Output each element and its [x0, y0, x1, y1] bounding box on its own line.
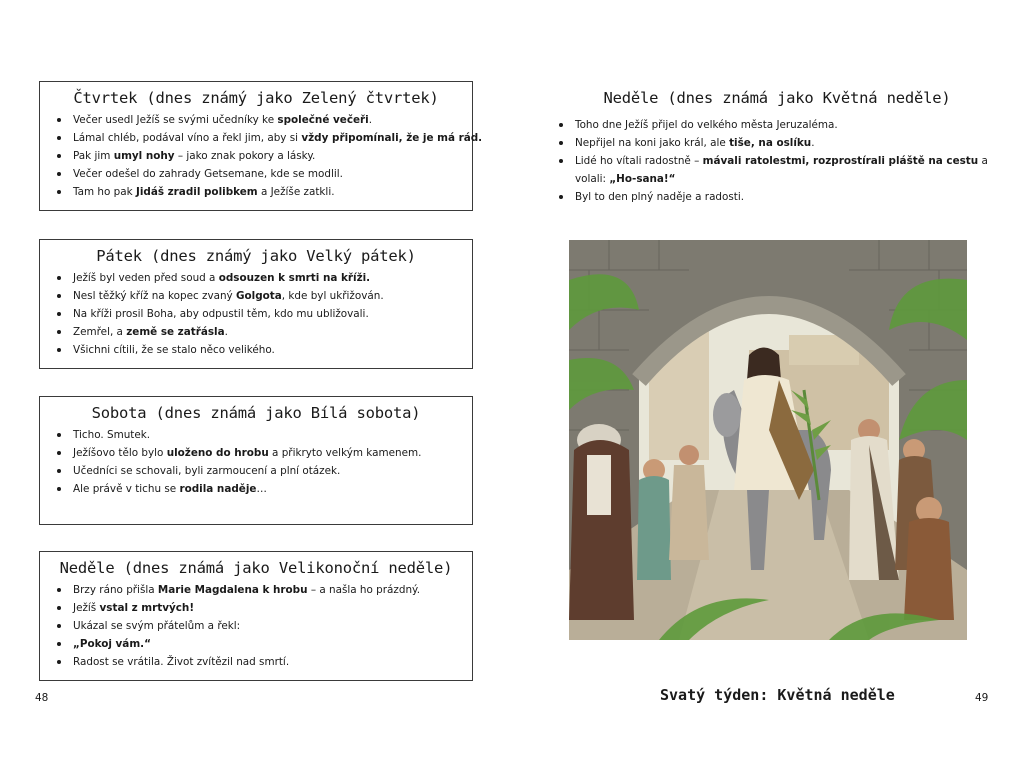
friday-title: Pátek (dnes známý jako Velký pátek)	[96, 247, 416, 265]
text: Nepřijel na koni jako král, ale	[575, 137, 730, 149]
text: Brzy ráno přišla	[73, 584, 158, 596]
footer-title: Svatý týden: Květná neděle	[660, 686, 895, 704]
text: Na kříži prosil Boha, aby odpustil těm, kdo mu ubližovali.	[73, 308, 369, 320]
list-item	[540, 152, 996, 188]
list-item	[40, 444, 472, 462]
palm-sunday-section	[540, 89, 996, 206]
text: Radost se vrátila. Život zvítězil nad smrtí.	[73, 656, 290, 668]
text: Toho dne Ježíš přijel do velkého města Jeruzaléma.	[575, 119, 838, 131]
bold-text: mávali ratolestmi, rozprostírali pláště na cestu	[702, 155, 979, 167]
text: a volali:	[575, 155, 988, 185]
list-item	[40, 617, 472, 635]
easter-sunday-list	[40, 581, 472, 671]
list-item	[40, 635, 472, 653]
list-item	[40, 426, 472, 444]
list-item	[40, 129, 483, 147]
text: a Ježíše zatkli.	[257, 186, 335, 198]
list-item	[40, 462, 472, 480]
saturday-title: Sobota (dnes známá jako Bílá sobota)	[91, 404, 421, 422]
text: Učedníci se schovali, byli zarmoucení a plní otázek.	[73, 465, 341, 477]
easter-sunday-title: Neděle (dnes známá jako Velikonoční neděle)	[59, 559, 453, 577]
friday-list	[40, 269, 472, 359]
list-item	[540, 116, 996, 134]
page-number-left: 48	[35, 692, 49, 704]
bold-text: „Ho-sana!“	[609, 173, 676, 185]
palm-sunday-list	[540, 116, 996, 206]
list-item	[40, 111, 472, 129]
bold-text: vždy připomínali, že je má rád.	[301, 132, 483, 144]
text: Všichni cítili, že se stalo něco velikého.	[73, 344, 275, 356]
list-item	[40, 165, 472, 183]
text: Ježíšovo tělo bylo	[73, 447, 167, 459]
text: Ticho. Smutek.	[73, 429, 151, 441]
bold-text: tiše, na oslíku	[729, 137, 812, 149]
text: , kde byl ukřižován.	[281, 290, 384, 302]
thursday-box	[39, 81, 483, 211]
text: …	[256, 483, 267, 495]
illustration-svg	[569, 240, 967, 640]
text: Večer usedl Ježíš se svými učedníky ke	[73, 114, 278, 126]
list-item	[540, 134, 996, 152]
list-item	[40, 183, 472, 201]
thursday-list	[40, 111, 483, 201]
text: Lámal chléb, podával víno a řekl jim, aby si	[73, 132, 302, 144]
list-item	[40, 323, 472, 341]
text: .	[224, 326, 228, 338]
text: Pak jim	[73, 150, 114, 162]
text: Ježíš byl veden před soud a	[73, 272, 219, 284]
text: Byl to den plný naděje a radosti.	[575, 191, 745, 203]
easter-sunday-box	[39, 551, 473, 681]
text: – jako znak pokory a lásky.	[174, 150, 316, 162]
bold-text: odsouzen k smrti na kříži.	[218, 272, 371, 284]
bold-text: Golgota	[236, 290, 282, 302]
list-item	[40, 305, 472, 323]
saturday-list	[40, 426, 472, 498]
text: – a našla ho prázdný.	[307, 584, 421, 596]
list-item	[40, 480, 472, 498]
text: Nesl těžký kříž na kopec zvaný	[73, 290, 236, 302]
list-item	[40, 599, 472, 617]
text: a přikryto velkým kamenem.	[268, 447, 422, 459]
palm-sunday-title: Neděle (dnes známá jako Květná neděle)	[603, 89, 951, 107]
bold-text: vstal z mrtvých!	[99, 602, 195, 614]
text: Ukázal se svým přátelům a řekl:	[73, 620, 241, 632]
bold-text: uloženo do hrobu	[166, 447, 269, 459]
thursday-title: Čtvrtek (dnes známý jako Zelený čtvrtek)	[73, 89, 439, 107]
text: Tam ho pak	[73, 186, 136, 198]
list-item	[40, 147, 472, 165]
saturday-box	[39, 396, 473, 525]
page-number-right: 49	[975, 692, 989, 704]
bold-text: umyl nohy	[113, 150, 175, 162]
friday-box	[39, 239, 473, 369]
bold-text: země se zatřásla	[126, 326, 225, 338]
text: Zemřel, a	[73, 326, 127, 338]
text: .	[368, 114, 373, 126]
text: .	[811, 137, 815, 149]
list-item	[40, 581, 472, 599]
list-item	[540, 188, 996, 206]
palm-sunday-illustration	[569, 240, 967, 640]
bold-text: „Pokoj vám.“	[73, 638, 151, 650]
text: Ale právě v tichu se	[73, 483, 180, 495]
bold-text: společné večeři	[277, 114, 369, 126]
bold-text: Marie Magdalena k hrobu	[157, 584, 308, 596]
text: Večer odešel do zahrady Getsemane, kde se modlil.	[73, 168, 343, 180]
list-item	[40, 287, 472, 305]
bold-text: Jidáš zradil polibkem	[135, 186, 258, 198]
list-item	[40, 269, 472, 287]
bold-text: rodila naděje	[179, 483, 257, 495]
list-item	[40, 341, 472, 359]
text: Lidé ho vítali radostně –	[575, 155, 703, 167]
text: Ježíš	[73, 602, 100, 614]
list-item	[40, 653, 472, 671]
